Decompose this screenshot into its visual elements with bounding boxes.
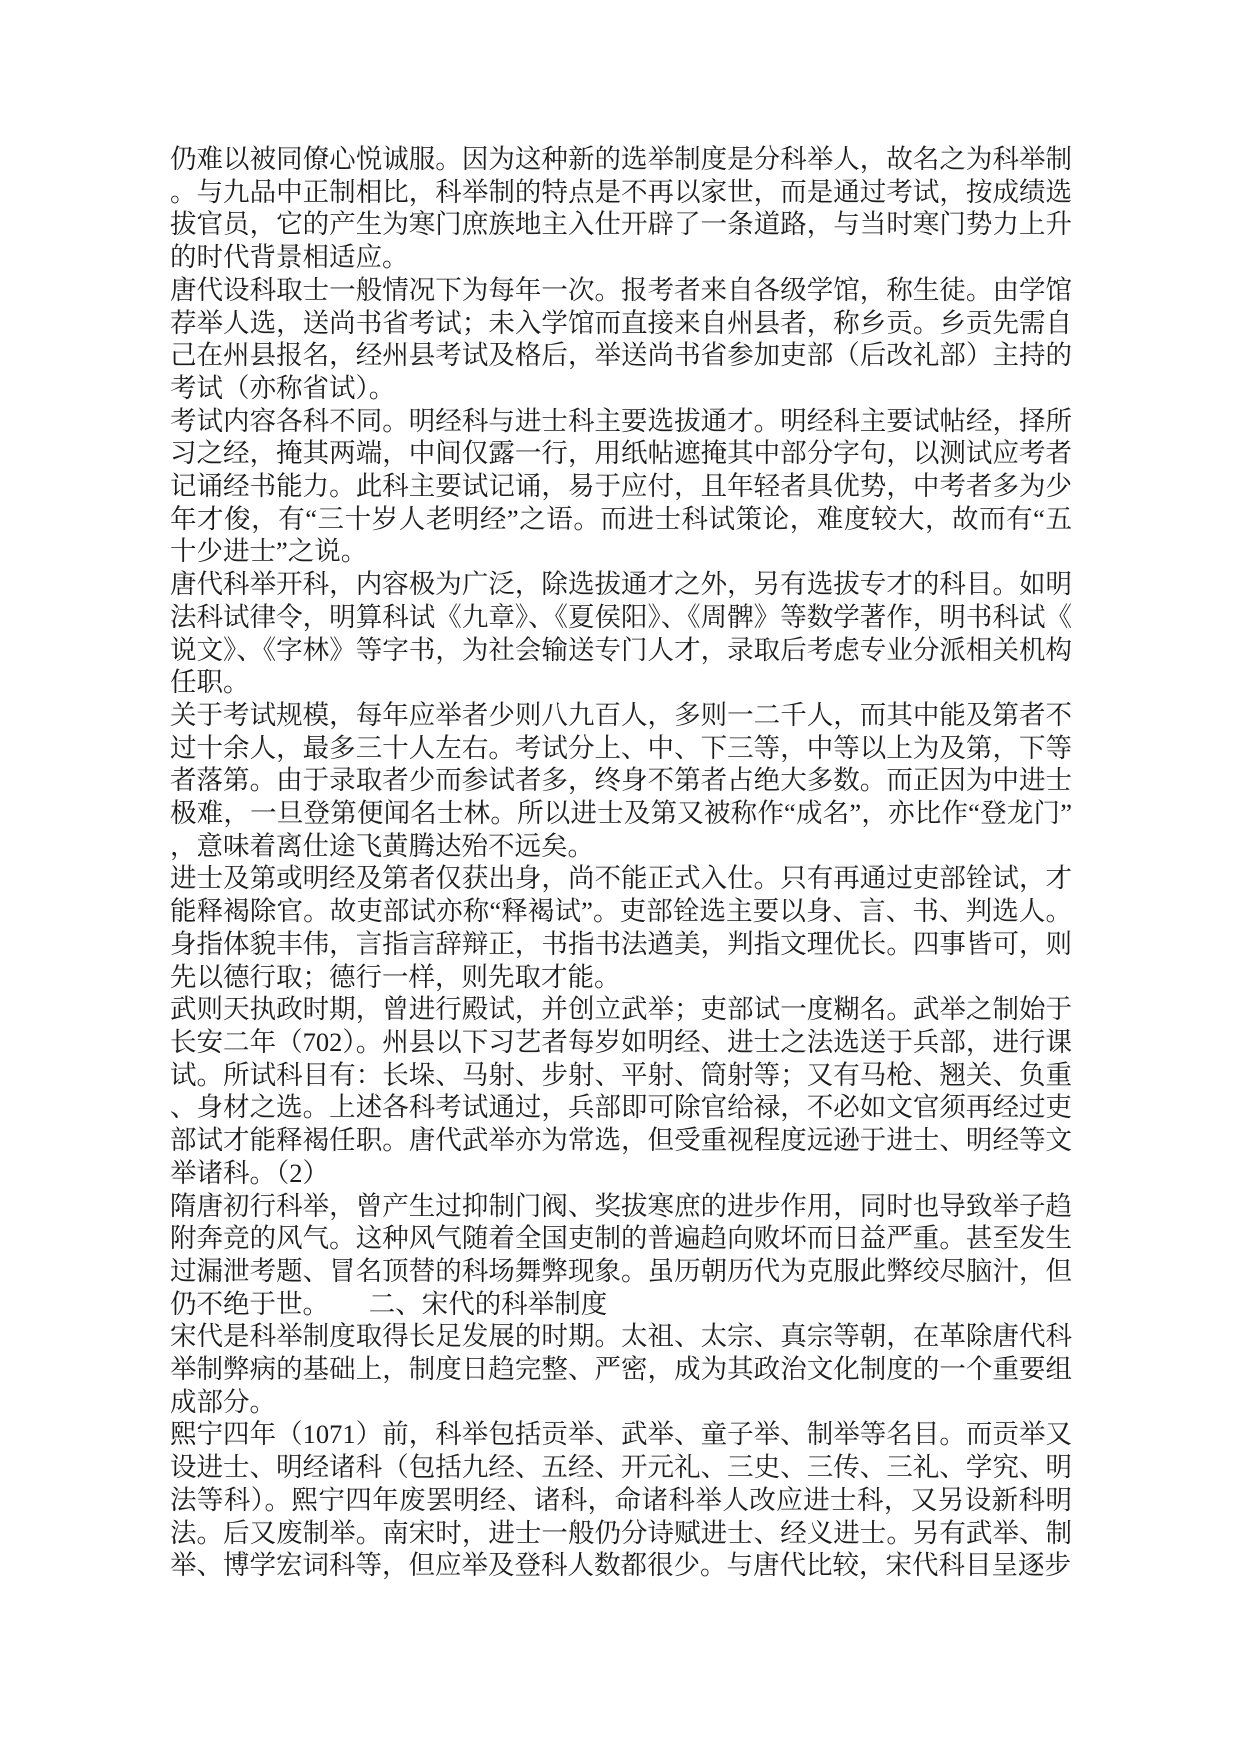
paragraph-5: 关于考试规模，每年应举者少则八九百人，多则一二千人，而其中能及第者不过十余人，最多三十人左右。考试分上、中、下三等，中等以上为及第，下等者落第。由于录取者少而参试者多，终身不第者占绝大多数。而正因为中进士极难，一旦登第便闻名士林。所以进士及第又被称作“成名”，亦比作“登龙门”，意味着离仕途飞黄腾达殆不远矣。 xyxy=(170,699,1072,861)
paragraph-10: 熙宁四年（1071）前，科举包括贡举、武举、童子举、制举等名目。而贡举又设进士、明经诸科（包括九经、五经、开元礼、三史、三传、三礼、学究、明法等科）。熙宁四年废罢明经、诸科，命诸科举人改应进士科，又另设新科明法。后又废制举。南宋时，进士一般仍分诗赋进士、经义进士。另有武举、制举、博学宏词科等，但应举及登科人数都很少。与唐代比较，宋代科目呈逐步 xyxy=(170,1419,1072,1581)
document-text-block xyxy=(170,143,1072,1582)
paragraph-2: 唐代设科取士一般情况下为每年一次。报考者来自各级学馆，称生徒。由学馆荐举人选，送尚书省考试；未入学馆而直接来自州县者，称乡贡。乡贡先需自己在州县报名，经州县考试及格后，举送尚书省参加吏部（后改礼部）主持的考试（亦称省试）。 xyxy=(170,274,1072,403)
paragraph-1: 仍难以被同僚心悦诚服。因为这种新的选举制度是分科举人，故名之为科举制。与九品中正制相比，科举制的特点是不再以家世，而是通过考试，按成绩选拔官员，它的产生为寒门庶族地主入仕开辟了一条道路，与当时寒门势力上升的时代背景相适应。 xyxy=(170,144,1072,273)
paragraph-8: 隋唐初行科举，曾产生过抑制门阀、奖拔寒庶的进步作用，同时也导致举子趋附奔竞的风气。这种风气随着全国吏制的普遍趋向败坏而日益严重。甚至发生过漏泄考题、冒名顶替的科场舞弊现象。虽历朝历代为克服此弊绞尽脑汁，但仍不绝于世。 二、宋代的科举制度 xyxy=(170,1190,1072,1319)
paragraph-6: 进士及第或明经及第者仅获出身，尚不能正式入仕。只有再通过吏部铨试，才能释褐除官。故吏部试亦称“释褐试”。吏部铨选主要以身、言、书、判选人。身指体貌丰伟，言指言辞辩正，书指书法遒美，判指文理优长。四事皆可，则先以德行取；德行一样，则先取才能。 xyxy=(170,863,1072,992)
paragraph-4: 唐代科举开科，内容极为广泛，除选拔通才之外，另有选拔专才的科目。如明法科试律令，明算科试《九章》、《夏侯阳》、《周髀》等数学著作，明书科试《说文》、《字林》等字书，为社会输送专门人才，录取后考虑专业分派相关机构任职。 xyxy=(170,569,1072,698)
paragraph-3: 考试内容各科不同。明经科与进士科主要选拔通才。明经科主要试帖经，择所习之经，掩其两端，中间仅露一行，用纸帖遮掩其中部分字句，以测试应考者记诵经书能力。此科主要试记诵，易于应付，且年轻者具优势，中考者多为少年才俊，有“三十岁人老明经”之语。而进士科试策论，难度较大，故而有“五十少进士”之说。 xyxy=(170,405,1072,567)
paragraph-9: 宋代是科举制度取得长足发展的时期。太祖、太宗、真宗等朝，在革除唐代科举制弊病的基础上，制度日趋完整、严密，成为其政治文化制度的一个重要组成部分。 xyxy=(170,1321,1072,1417)
paragraph-7: 武则天执政时期，曾进行殿试，并创立武举；吏部试一度糊名。武举之制始于长安二年（702）。州县以下习艺者每岁如明经、进士之法选送于兵部，进行课试。所试科目有：长垛、马射、步射、平射、筒射等；又有马枪、翘关、负重、身材之选。上述各科考试通过，兵部即可除官给禄，不必如文官须再经过吏部试才能释褐任职。唐代武举亦为常选，但受重视程度远逊于进士、明经等文举诸科。（2） xyxy=(170,994,1072,1188)
